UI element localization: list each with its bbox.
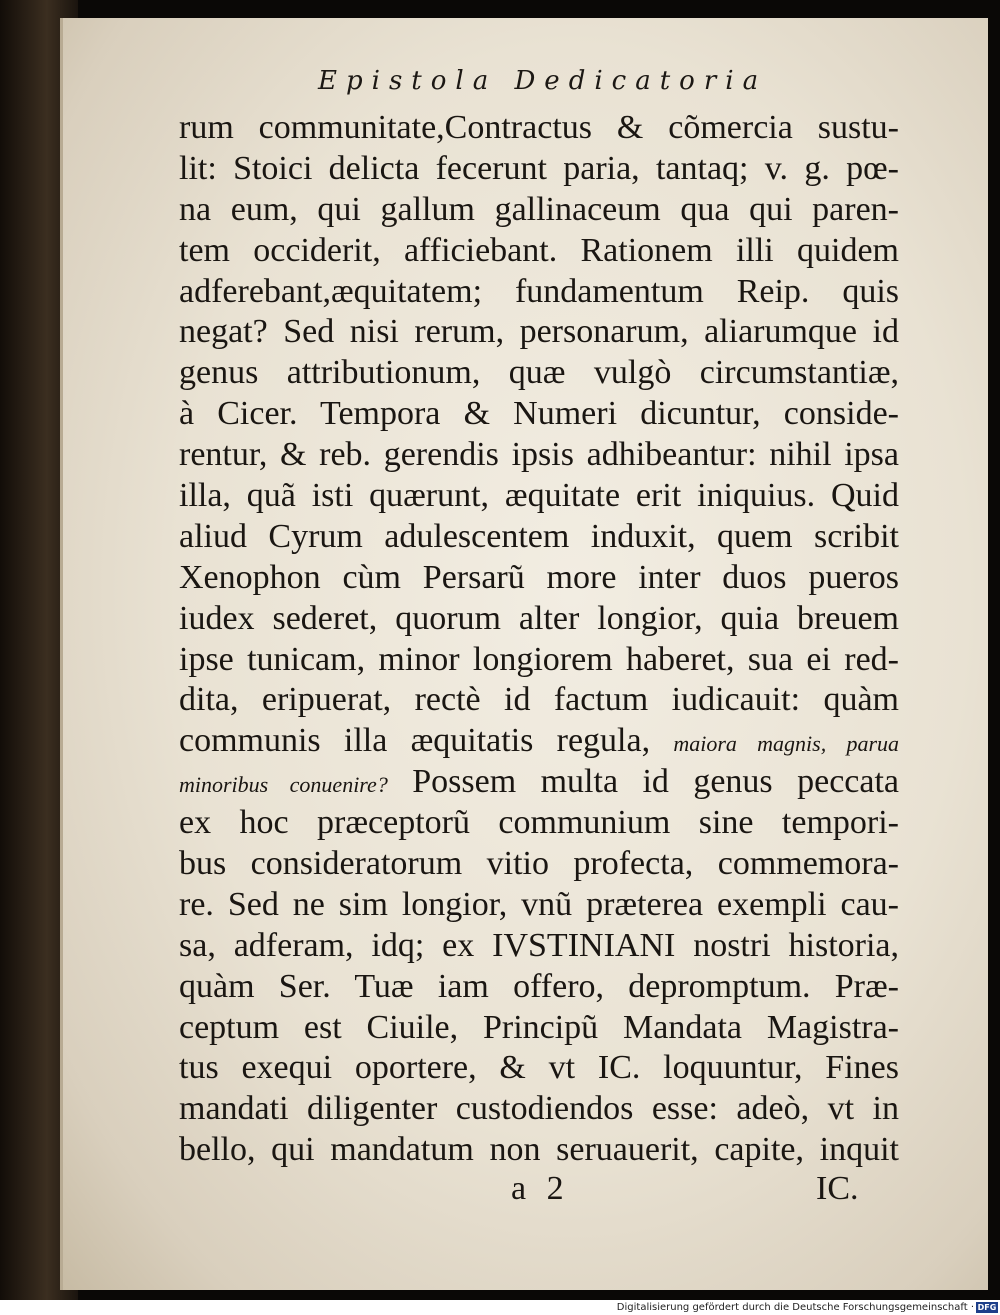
text-line: Xenophon cùm Persarũ more inter duos pueros	[179, 558, 899, 596]
text-line: ex hoc præceptorũ communium sine tempori-	[179, 804, 899, 842]
text-line: tus exequi oportere, & vt IC. loquuntur, Fines	[179, 1049, 899, 1087]
running-head: Epistola Dedicatoria	[318, 66, 768, 96]
text-line	[179, 721, 899, 762]
dfg-logo: DFG	[977, 1303, 997, 1312]
text-line: à Cicer. Tempora & Numeri dicuntur, conside-	[179, 395, 899, 433]
text-line: illa, quã isti quærunt, æquitate erit iniquius. Quid	[179, 477, 899, 515]
text-line: ipse tunicam, minor longiorem haberet, sua ei red-	[179, 640, 899, 678]
text-line: dita, eripuerat, rectè id factum iudicauit: quàm	[179, 681, 899, 719]
italic-phrase: maiora magnis, parua	[673, 731, 900, 757]
footer-credit: Digitalisierung gefördert durch die Deutsche Forschungsgemeinschaft ·	[616, 1302, 974, 1313]
text-line: iudex sederet, quorum alter longior, quia breuem	[179, 599, 899, 637]
body-text	[179, 108, 899, 1171]
text-line: aliud Cyrum adulescentem induxit, quem scribit	[179, 517, 899, 555]
text-line: mandati diligenter custodiendos esse: adeò, vt in	[179, 1090, 899, 1128]
text-line: bus consideratorum vitio profecta, commemora-	[179, 845, 899, 883]
catchword: IC.	[816, 1170, 859, 1207]
text-line: quàm Ser. Tuæ iam offero, depromptum. Præ-	[179, 967, 899, 1005]
italic-phrase: minoribus conuenire?	[179, 772, 388, 798]
text-line	[179, 762, 899, 803]
book-page	[60, 18, 988, 1290]
text-line: rentur, & reb. gerendis ipsis adhibeantur: nihil ipsa	[179, 436, 899, 474]
text-line: na eum, qui gallum gallinaceum qua qui paren-	[179, 190, 899, 228]
text-line: negat? Sed nisi rerum, personarum, aliarumque id	[179, 313, 899, 351]
text-line: re. Sed ne sim longior, vnũ præterea exempli cau-	[179, 885, 899, 923]
text-line: lit: Stoici delicta fecerunt paria, tantaq; v. g. pœ-	[179, 149, 899, 187]
signature-mark: a 2	[511, 1170, 570, 1207]
text-line: bello, qui mandatum non seruauerit, capite, inquit	[179, 1131, 899, 1169]
text-line: sa, adferam, idq; ex IVSTINIANI nostri historia,	[179, 926, 899, 964]
text-line: genus attributionum, quæ vulgò circumstantiæ,	[179, 354, 899, 392]
text-line: adferebant,æquitatem; fundamentum Reip. quis	[179, 272, 899, 310]
text-line-roman: Possem multa id genus peccata	[387, 763, 899, 801]
text-line: rum communitate,Contractus & cõmercia sustu-	[179, 109, 899, 146]
footer-bar	[0, 1300, 1000, 1315]
text-line: ceptum est Ciuile, Principũ Mandata Magistra-	[179, 1008, 899, 1046]
text-line-roman: communis illa æquitatis regula,	[179, 722, 651, 760]
text-line: tem occiderit, afficiebant. Rationem illi quidem	[179, 231, 899, 269]
